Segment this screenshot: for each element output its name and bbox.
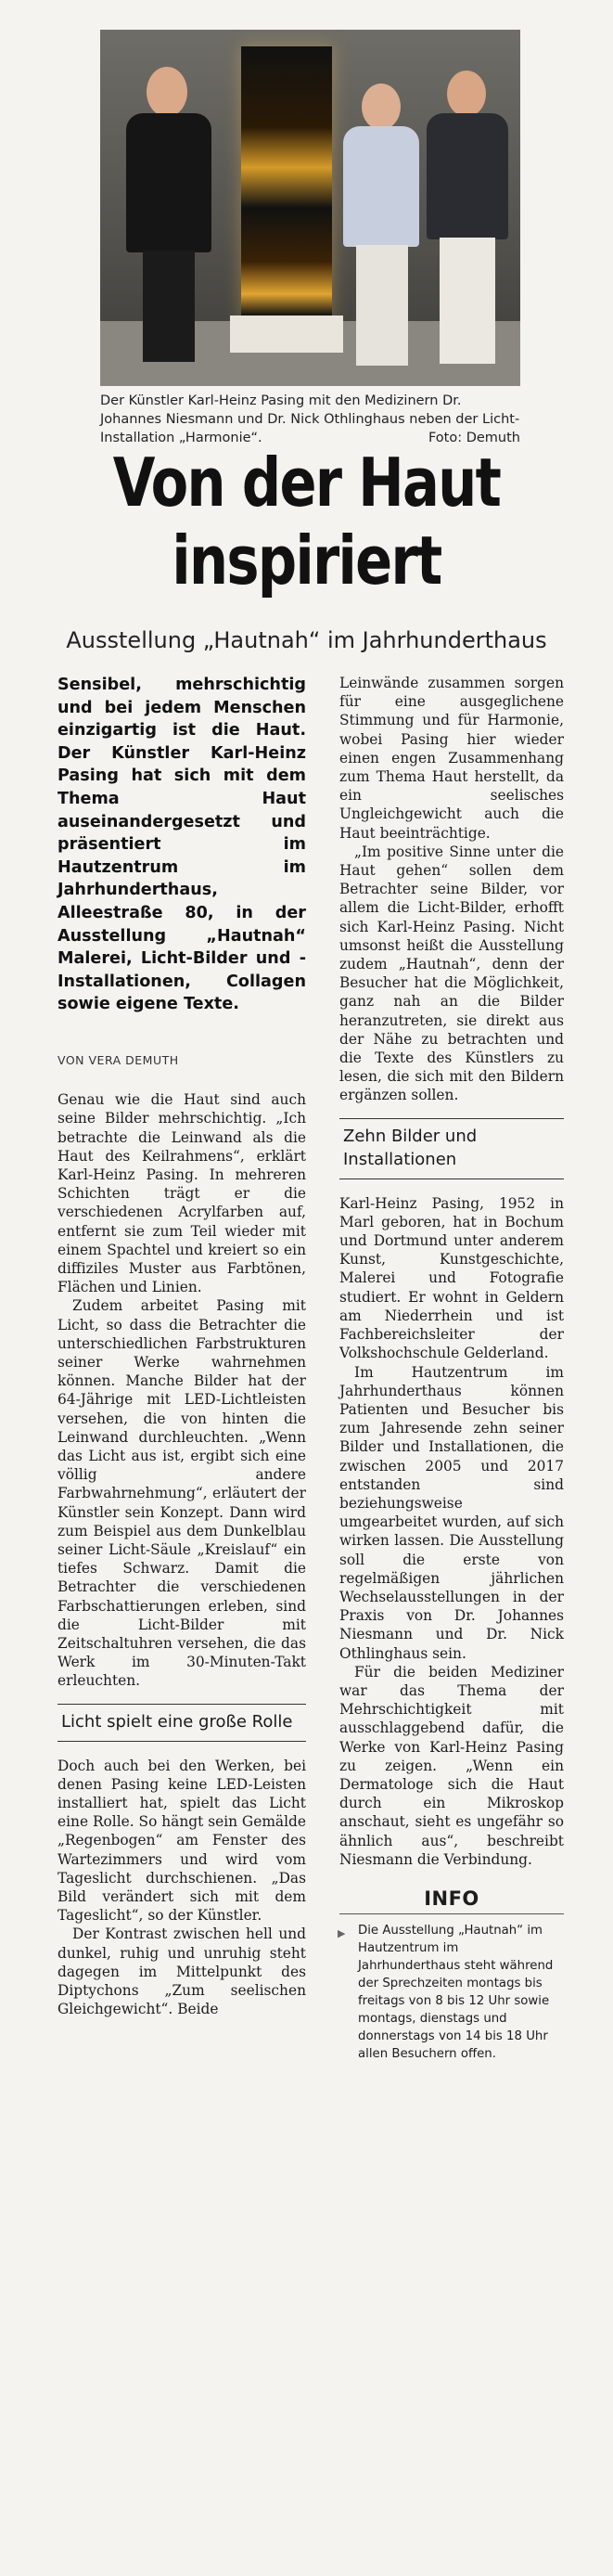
light-installation	[241, 46, 332, 316]
body-paragraph: Doch auch bei den Werken, bei denen Pasing keine LED-Leisten installiert hat, spielt das Licht eine Rolle. So hängt sein Gemälde „Regenbogen“ am Fenster des Wartezimmers und wird vom Tageslicht durchschienen. „Das Bild verändert sich mit dem Tageslicht“, so der Künstler.	[57, 1757, 306, 1925]
headline	[55, 444, 557, 599]
body-paragraph: Zudem arbeitet Pasing mit Licht, so dass die Betrachter die unterschiedlichen Farbstrukturen seiner Werke wahrnehmen können. Manche Bilder hat der 64-Jährige mit LED-Lichtleisten versehen, die von hinten die Leinwand durchleuchten. „Wenn das Licht aus ist, ergibt sich eine völlig andere Farbwahrnehmung“, erläutert der Künstler sein Konzept. Dann wird zum Beispiel aus dem Dunkelblau seiner Licht-Säule „Kreislauf“ ein tiefes Schwarz. Damit die Betrachter die verschiedenen Farbschattierungen erleben, sind die Licht-Bilder mit Zeitschaltuhren versehen, die das Werk im 30-Minuten-Takt erleuchten.	[57, 1297, 306, 1690]
body-paragraph: Leinwände zusammen sorgen für eine ausgeglichene Stimmung und für Harmonie, wobei Pasing hier wieder einen engen Zusammenhang zum Thema Haut herstellt, da ein seelisches Ungleichgewicht auch die Haut beeinträchtige.	[339, 675, 564, 842]
section-heading: Zehn Bilder und Installationen	[339, 1118, 564, 1179]
subheadline: Ausstellung „Hautnah“ im Jahrhunderthaus	[66, 627, 547, 653]
body-paragraph: Der Kontrast zwischen hell und dunkel, ruhig und unruhig steht dagegen im Mittelpunkt des Diptychons „Zum seelischen Gleichgewicht“. Beide	[57, 1926, 306, 2018]
byline: VON VERA DEMUTH	[57, 1052, 179, 1067]
body-paragraph: Für die beiden Mediziner war das Thema der Mehrschichtigkeit mit ausschlaggebend dafür, die Werke von Karl-Heinz Pasing zu zeigen. „Wenn ein Dermatologe sich die Haut durch ein Mikroskop anschaut, sieht es ungefähr so ähnlich aus“, beschreibt Niesmann die Verbindung.	[339, 1663, 564, 1868]
photo-caption	[100, 392, 520, 447]
body-paragraph: Karl-Heinz Pasing, 1952 in Marl geboren, hat in Bochum und Dortmund unter anderem Kunst, Kunstgeschichte, Malerei und Fotografie studiert. Er wohnt in Geldern am Niederrhein und ist Fachbereichsleiter der Volkshochschule Gelderland.	[339, 1194, 564, 1362]
info-box-title: INFO	[424, 1887, 479, 1910]
triangle-bullet-icon: ▶	[338, 1927, 346, 1940]
caption-text: Der Künstler Karl-Heinz Pasing mit den Medizinern Dr. Johannes Niesmann und Dr. Nick Othlinghaus neben der Licht-Installation „Harmonie“.	[100, 393, 520, 445]
info-box-text: Die Ausstellung „Hautnah“ im Hautzentrum im Jahrhunderthaus steht während der Sprechzeiten montags bis freitags von 8 bis 12 Uhr sowie montags, dienstags und donnerstags von 14 bis 18 Uhr allen Besuchern offen.	[358, 1924, 554, 2062]
body-paragraph: Im Hautzentrum im Jahrhunderthaus können Patienten und Besucher bis zum Jahresende zehn seiner Bilder und Installationen, die zwischen 2005 und 2017 entstanden sind beziehungsweise umgearbeitet wurden, auf sich wirken lassen. Die Ausstellung soll die erste von regelmäßigen jährlichen Wechselausstellungen in der Praxis von Dr. Johannes Niesmann und Dr. Nick Othlinghaus sein.	[339, 1363, 564, 1662]
lead-paragraph: Sensibel, mehrschichtig und bei jedem Menschen einzigartig ist die Haut. Der Künstler Karl-Heinz Pasing hat sich mit dem Thema Haut auseinandergesetzt und präsentiert im Hautzentrum im Jahrhunderthaus, Alleestraße 80, in der Ausstellung „Hautnah“ Malerei, Licht-Bilder und -Installationen, Collagen sowie eigene Texte.	[57, 676, 306, 1014]
right-column	[339, 674, 564, 2063]
headline-line-1: Von der Haut	[112, 444, 501, 522]
info-box	[339, 1913, 564, 2063]
article-photo	[100, 30, 520, 386]
headline-line-2: inspiriert	[172, 522, 441, 599]
body-paragraph: „Im positive Sinne unter die Haut gehen“ sollen dem Betrachter seine Bilder, vor allem die Licht-Bilder, erhofft sich Karl-Heinz Pasing. Nicht umsonst heißt die Ausstellung zudem „Hautnah“, denn der Besucher hat die Möglichkeit, ganz nah an die Bilder heranzutreten, sie direkt aus der Nähe zu betrachten und die Texte des Künstlers zu lesen, die sich mit den Bildern ergänzen sollen.	[339, 843, 564, 1104]
left-column	[57, 674, 306, 2018]
photo-credit: Foto: Demuth	[428, 431, 520, 445]
body-paragraph: Genau wie die Haut sind auch seine Bilder mehrschichtig. „Ich betrachte die Leinwand als die Haut des Keilrahmens“, erklärt Karl-Heinz Pasing. In mehreren Schichten trägt er die verschiedenen Acrylfarben auf, entfernt sie zum Teil wieder mit einem Spachtel und kreiert so ein diffiziles Muster aus Farbtönen, Flächen und Linien.	[57, 1091, 306, 1296]
section-heading: Licht spielt eine große Rolle	[57, 1704, 306, 1742]
light-installation-base	[230, 316, 343, 353]
